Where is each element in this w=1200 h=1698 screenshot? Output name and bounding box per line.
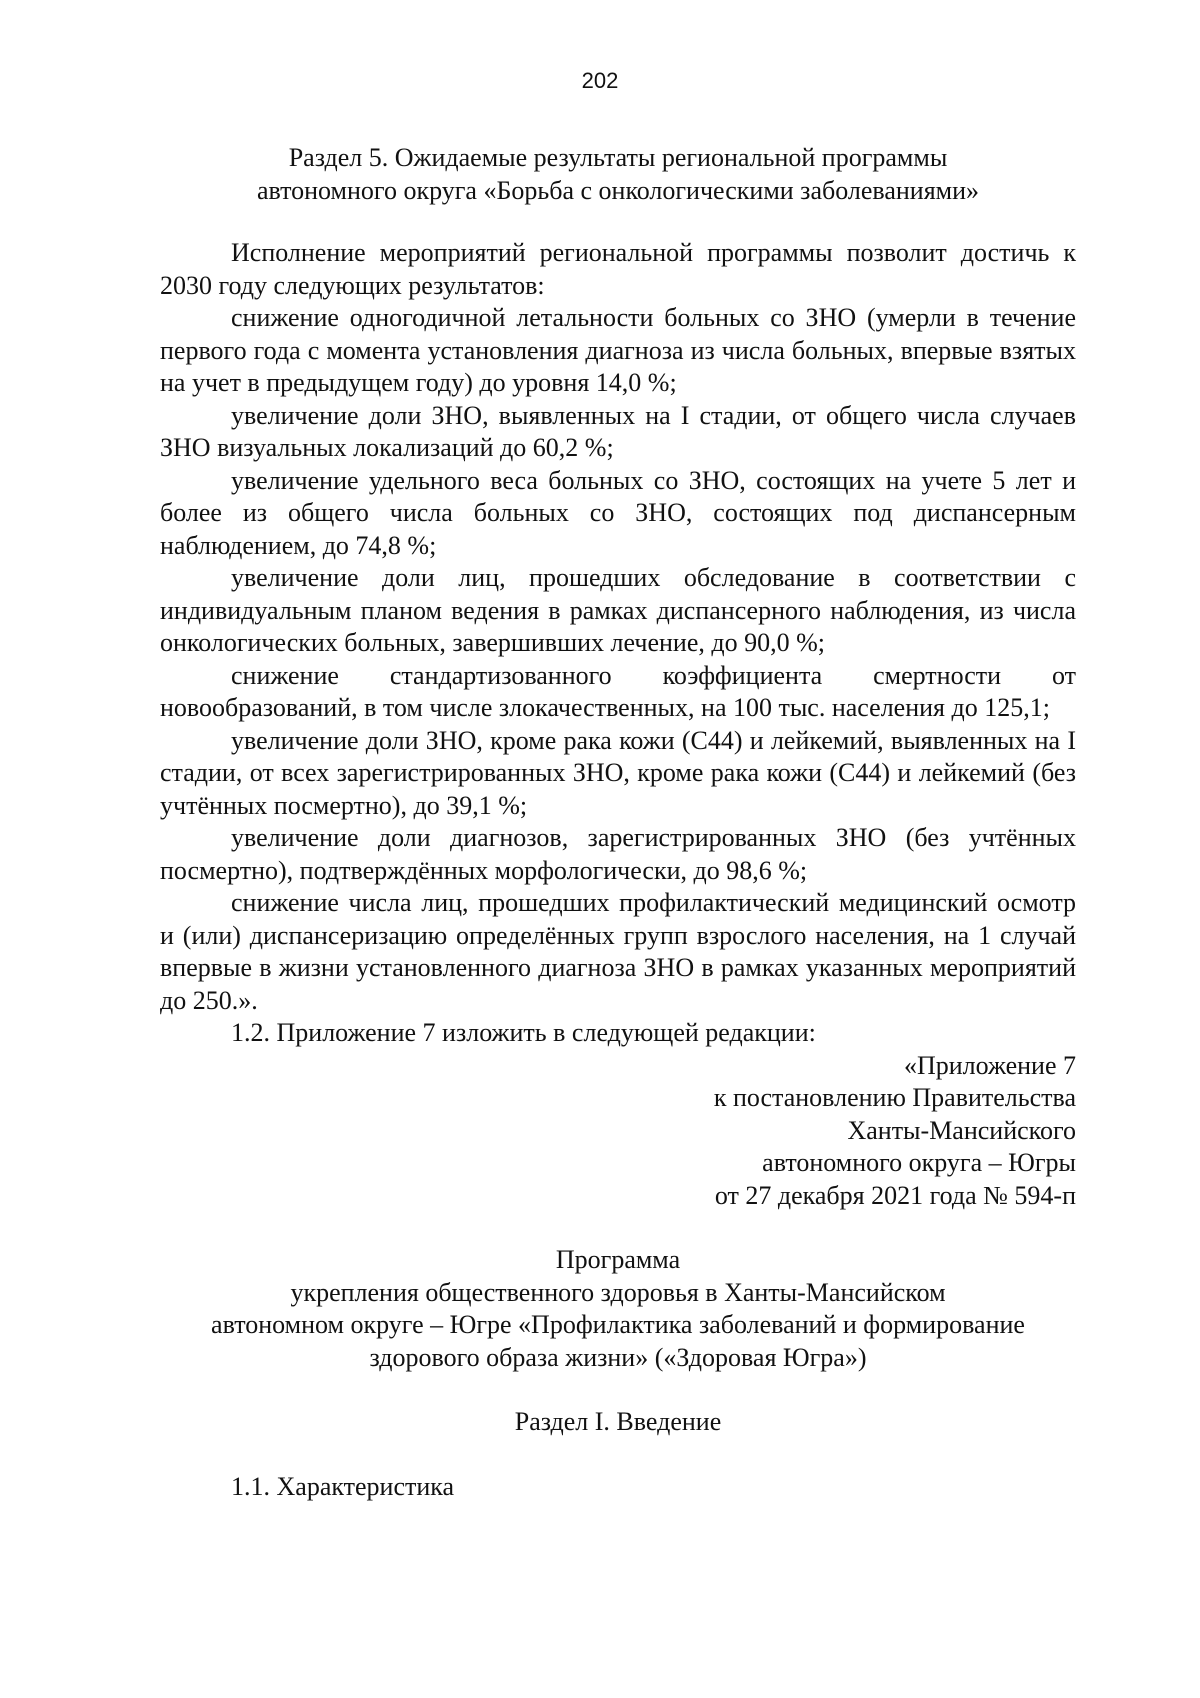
appendix-header	[160, 1050, 1076, 1213]
section-5-title-line-1: Раздел 5. Ожидаемые результаты региональной программы	[288, 143, 948, 172]
section-1-title: Раздел I. Введение	[514, 1407, 722, 1436]
paragraph-result-2: увеличение доли ЗНО, выявленных на I стадии, от общего числа случаев ЗНО визуальных локализаций до 60,2 %;	[160, 400, 1076, 462]
paragraph-result-1: снижение одногодичной летальности больных со ЗНО (умерли в течение первого года с момента установления диагноза из числа больных, впервые взятых на учет в предыдущем году) до уровня 14,0 %;	[160, 303, 1076, 397]
paragraph-result-8: снижение числа лиц, прошедших профилактический медицинский осмотр и (или) диспансеризацию определённых групп взрослого населения, на 1 случай впервые в жизни установленного диагноза ЗНО в рамках указанных мероприятий до 250.».	[160, 888, 1076, 1015]
appendix-line-3: Ханты-Мансийского	[847, 1115, 1076, 1145]
paragraph-result-7: увеличение доли диагнозов, зарегистрированных ЗНО (без учтённых посмертно), подтверждённых морфологически, до 98,6 %;	[160, 823, 1076, 885]
appendix-line-2: к постановлению Правительства	[713, 1083, 1076, 1112]
document-body	[160, 142, 1076, 1503]
program-title-line-3: автономном округе – Югре «Профилактика заболеваний и формирование	[211, 1310, 1025, 1339]
program-title-line-4: здорового образа жизни» («Здоровая Югра»)	[369, 1342, 867, 1372]
results-list	[160, 237, 1076, 1050]
paragraph-amendment: 1.2. Приложение 7 изложить в следующей редакции:	[231, 1018, 816, 1047]
page-number: 202	[581, 68, 619, 93]
program-title-line-2: укрепления общественного здоровья в Ханты-Мансийском	[290, 1277, 946, 1307]
section-5-title-line-2: автономного округа «Борьба с онкологическими заболеваниями»	[256, 175, 980, 205]
appendix-line-1: «Приложение 7	[903, 1050, 1076, 1080]
program-title-line-1: Программа	[555, 1245, 681, 1274]
appendix-line-4: автономного округа – Югры	[762, 1148, 1076, 1177]
paragraph-result-4: увеличение доли лиц, прошедших обследование в соответствии с индивидуальным планом ведения в рамках диспансерного наблюдения, из числа онкологических больных, завершивших лечение, до 90,0 %;	[160, 563, 1076, 657]
program-title	[160, 1244, 1076, 1374]
paragraph-result-5: снижение стандартизованного коэффициента смертности от новообразований, в том числе злокачественных, на 100 тыс. населения до 125,1;	[160, 660, 1076, 722]
paragraph-result-6: увеличение доли ЗНО, кроме рака кожи (С44) и лейкемий, выявленных на I стадии, от всех зарегистрированных ЗНО, кроме рака кожи (С44) и лейкемий (без учтённых посмертно), до 39,1 %;	[160, 725, 1076, 820]
appendix-line-5: от 27 декабря 2021 года № 594-п	[714, 1180, 1076, 1210]
subsection-1-1: 1.1. Характеристика	[231, 1471, 455, 1501]
paragraph-intro: Исполнение мероприятий региональной программы позволит достичь к 2030 году следующих результатов:	[160, 238, 1076, 300]
section-5-heading	[160, 142, 1076, 207]
paragraph-result-3: увеличение удельного веса больных со ЗНО, состоящих на учете 5 лет и более из общего числа больных со ЗНО, состоящих под диспансерным наблюдением, до 74,8 %;	[160, 465, 1076, 560]
